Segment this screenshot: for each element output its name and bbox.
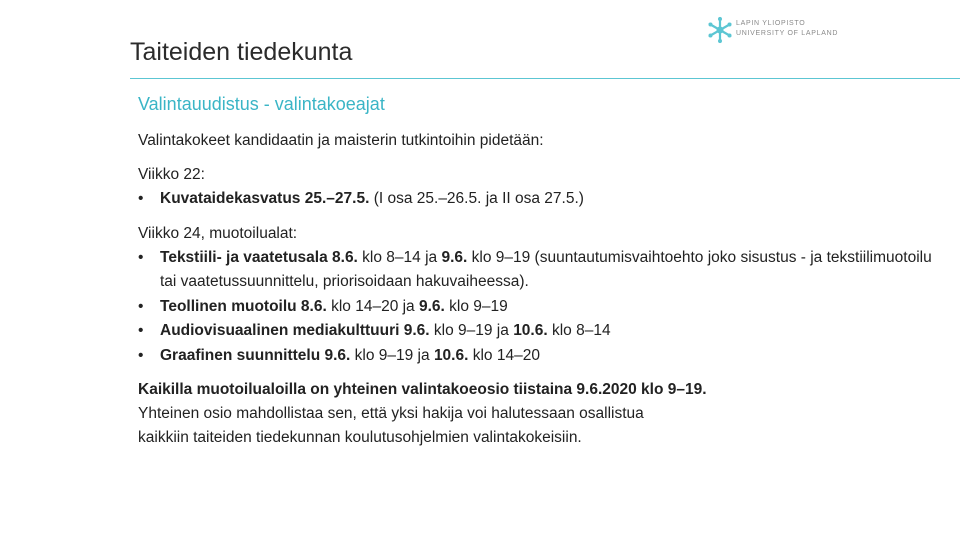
bullet: • [138, 190, 144, 207]
list-item: • Teollinen muotoilu 8.6. klo 14–20 ja 9.6. klo 9–19 [138, 295, 938, 320]
intro-text: Valintakokeet kandidaatin ja maisterin tutkintoihin pidetään: [138, 132, 544, 149]
list-item: • Tekstiili- ja vaatetusala 8.6. klo 8–14 ja 9.6. klo 9–19 (suuntautumisvaihtoehto joko sisustus - ja tekstiilimuotoilu tai vaatetussuunnittelu, priorisoidaan hakuvaiheessa). [138, 246, 938, 295]
week24-list [138, 246, 938, 369]
week22-heading: Viikko 22: [138, 166, 205, 183]
week22-list [138, 187, 938, 212]
snowflake-icon [706, 16, 734, 44]
bullet: • [138, 248, 144, 266]
week24-heading: Viikko 24, muotoilualat: [138, 224, 298, 242]
list-item: • Kuvataidekasvatus 25.–27.5. (I osa 25.–26.5. ja II osa 27.5.) [138, 187, 938, 212]
logo-line-2: UNIVERSITY OF LAPLAND [736, 30, 839, 37]
bullet: • [138, 346, 144, 364]
title-divider [130, 78, 960, 79]
slide-content [138, 93, 938, 450]
closing-bold-line: Kaikilla muotoilualoilla on yhteinen valintakoeosio tiistaina 9.6.2020 klo 9–19. [138, 381, 707, 398]
list-item: • Graafinen suunnittelu 9.6. klo 9–19 ja 10.6. klo 14–20 [138, 344, 938, 369]
bullet: • [138, 297, 144, 315]
page-title: Taiteiden tiedekunta [130, 38, 353, 66]
logo-text [736, 19, 838, 39]
university-logo [706, 16, 839, 50]
list-item: • Audiovisuaalinen mediakulttuuri 9.6. klo 9–19 ja 10.6. klo 8–14 [138, 319, 938, 344]
logo-line-1: LAPIN YLIOPISTO [736, 20, 806, 27]
subheading: Valintauudistus - valintakoeajat [138, 94, 385, 114]
closing-line-2: Yhteinen osio mahdollistaa sen, että yksi hakija voi halutessaan osallistua [138, 405, 644, 422]
closing-line-3: kaikkiin taiteiden tiedekunnan koulutusohjelmien valintakokeisiin. [138, 429, 582, 446]
bullet: • [138, 322, 144, 339]
